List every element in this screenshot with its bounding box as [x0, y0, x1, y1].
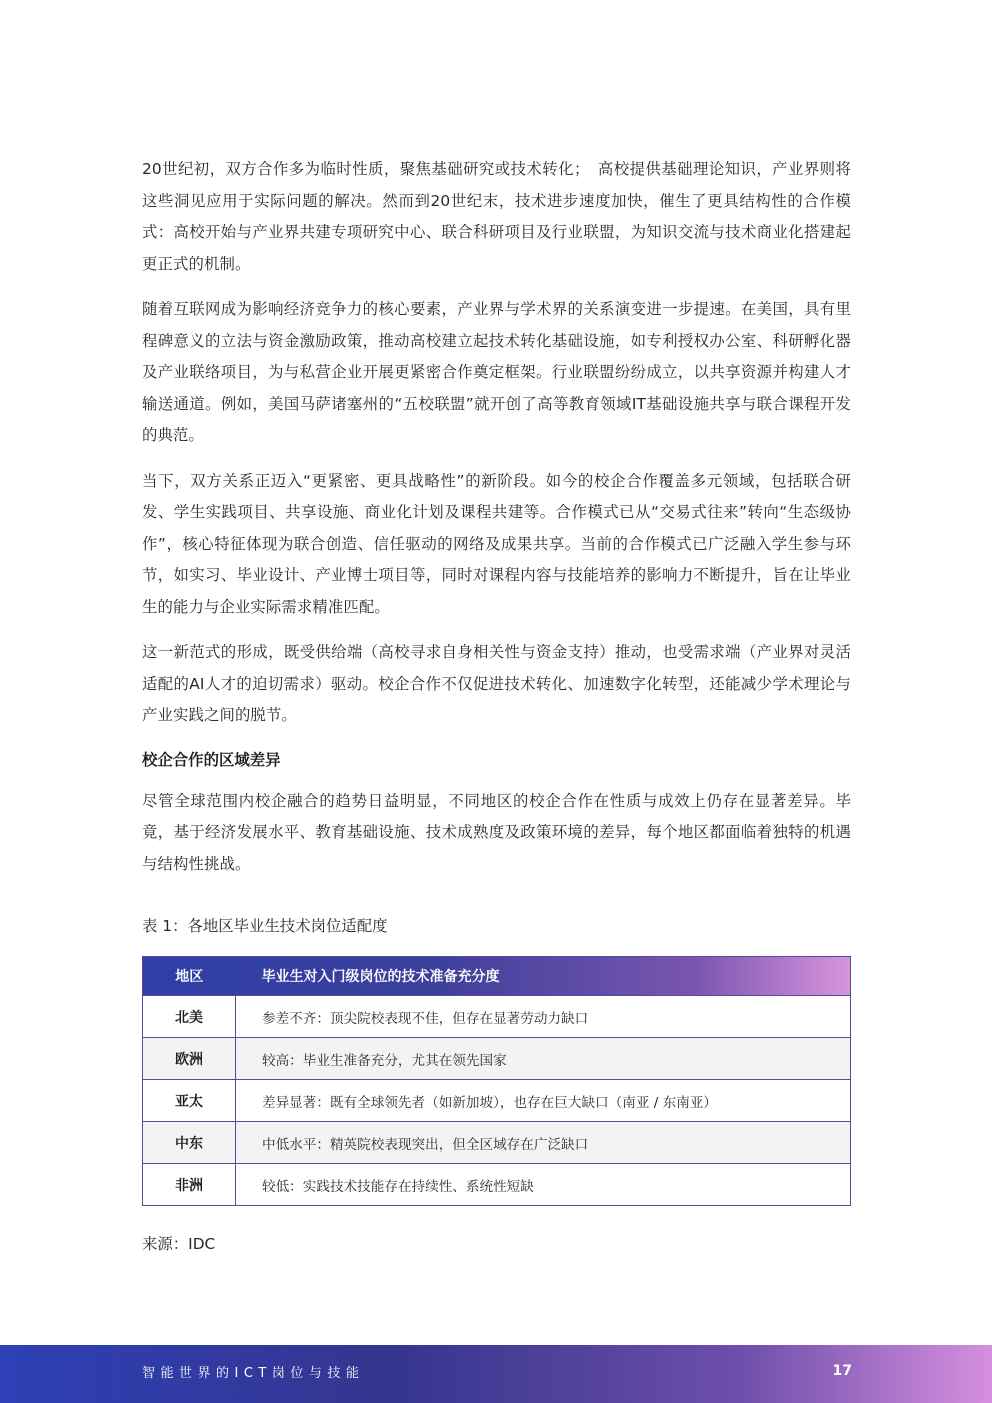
page-footer: [0, 1345, 992, 1403]
header-readiness: 毕业生对入门级岗位的技术准备充分度: [261, 969, 500, 985]
readiness-cell: 参差不齐：顶尖院校表现不佳，但存在显著劳动力缺口: [236, 996, 851, 1038]
table-row: [143, 1164, 851, 1206]
readiness-cell: 中低水平：精英院校表现突出，但全区域存在广泛缺口: [236, 1122, 851, 1164]
paragraph-4: 这一新范式的形成，既受供给端（高校寻求自身相关性与资金支持）推动，也受需求端（产业界对灵活适配的AI人才的迫切需求）驱动。校企合作不仅促进技术转化、加速数字化转型，还能减少学术理论与产业实践之间的脱节。: [142, 643, 851, 724]
table-header-row: [143, 957, 851, 996]
region-readiness-table: [142, 956, 851, 1206]
paragraph-3: 当下，双方关系正迈入“更紧密、更具战略性”的新阶段。如今的校企合作覆盖多元领域，包括联合研发、学生实践项目、共享设施、商业化计划及课程共建等。合作模式已从“交易式往来”转向“生态级协作”，核心特征体现为联合创造、信任驱动的网络及成果共享。当前的合作模式已广泛融入学生参与环节，如实习、毕业设计、产业博士项目等，同时对课程内容与技能培养的影响力不断提升，旨在让毕业生的能力与企业实际需求精准匹配。: [142, 471, 851, 616]
region-cell: 非洲: [143, 1164, 236, 1206]
table-row: [143, 1080, 851, 1122]
region-cell: 北美: [143, 996, 236, 1038]
region-cell: 欧洲: [143, 1038, 236, 1080]
section-heading: 校企合作的区域差异: [142, 750, 281, 769]
table-row: [143, 1122, 851, 1164]
page-number: 17: [832, 1363, 852, 1379]
paragraph-2: 随着互联网成为影响经济竞争力的核心要素，产业界与学术界的关系演变进一步提速。在美国，具有里程碑意义的立法与资金激励政策，推动高校建立起技术转化基础设施，如专利授权办公室、科研孵化器及产业联络项目，为与私营企业开展更紧密合作奠定框架。行业联盟纷纷成立，以共享资源并构建人才输送通道。例如，美国马萨诸塞州的“五校联盟”就开创了高等教育领域IT基础设施共享与联合课程开发的典范。: [142, 300, 851, 444]
region-cell: 亚太: [143, 1080, 236, 1122]
page-content: [142, 154, 851, 1254]
footer-title: 智能世界的ICT岗位与技能: [142, 1366, 365, 1381]
table-row: [143, 1038, 851, 1080]
section-paragraph: 尽管全球范围内校企融合的趋势日益明显，不同地区的校企合作在性质与成效上仍存在显著差异。毕竟，基于经济发展水平、教育基础设施、技术成熟度及政策环境的差异，每个地区都面临着独特的机遇与结构性挑战。: [142, 791, 851, 873]
paragraph-1: 20世纪初，双方合作多为临时性质，聚焦基础研究或技术转化； 高校提供基础理论知识，产业界则将这些洞见应用于实际问题的解决。然而到20世纪末，技术进步速度加快，催生了更具结构性的合作模式：高校开始与产业界共建专项研究中心、联合科研项目及行业联盟，为知识交流与技术商业化搭建起更正式的机制。: [142, 160, 851, 273]
table-caption: 表 1：各地区毕业生技术岗位适配度: [142, 917, 388, 935]
readiness-cell: 较低：实践技术技能存在持续性、系统性短缺: [236, 1164, 851, 1206]
header-region: 地区: [175, 969, 204, 985]
table-source: 来源：IDC: [142, 1235, 216, 1253]
region-cell: 中东: [143, 1122, 236, 1164]
readiness-cell: 差异显著：既有全球领先者（如新加坡），也存在巨大缺口（南亚 / 东南亚）: [236, 1080, 851, 1122]
readiness-cell: 较高：毕业生准备充分，尤其在领先国家: [236, 1038, 851, 1080]
table-row: [143, 996, 851, 1038]
